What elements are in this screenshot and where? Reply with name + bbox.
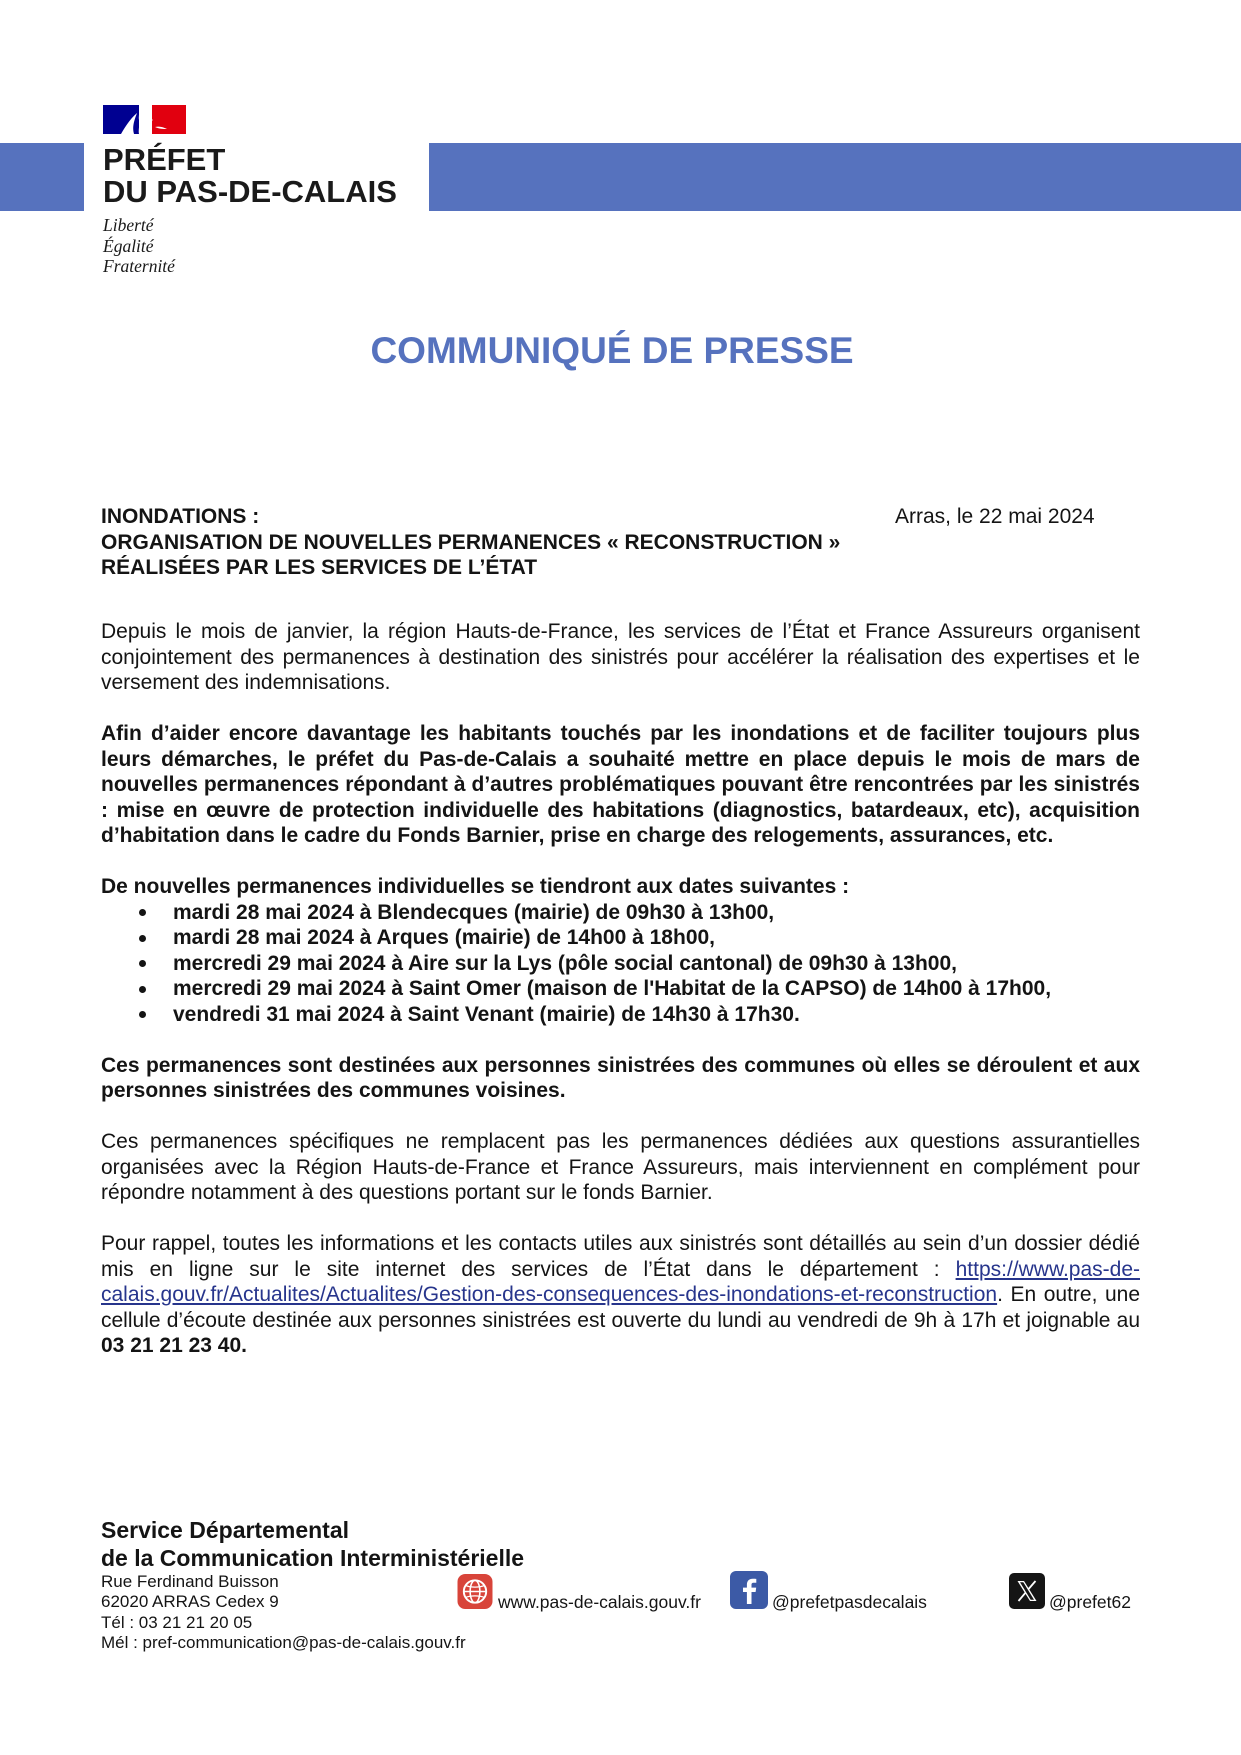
bullet-icon bbox=[139, 909, 146, 916]
republic-motto bbox=[103, 215, 175, 277]
schedule-item-text: mercredi 29 mai 2024 à Aire sur la Lys (pôle social cantonal) de 09h30 à 13h00, bbox=[173, 951, 957, 975]
schedule-item-text: mardi 28 mai 2024 à Blendecques (mairie) de 09h30 à 13h00, bbox=[173, 900, 775, 924]
schedule-item-text: mercredi 29 mai 2024 à Saint Omer (maison de l'Habitat de la CAPSO) de 14h00 à 17h00, bbox=[173, 977, 1052, 1000]
motto-liberte: Liberté bbox=[103, 215, 154, 235]
schedule-item bbox=[101, 1002, 1140, 1028]
schedule-item bbox=[101, 900, 1140, 926]
social-website-label: www.pas-de-calais.gouv.fr bbox=[498, 1592, 701, 1612]
address-city: 62020 ARRAS Cedex 9 bbox=[101, 1592, 279, 1612]
contact-text-after-link: . En outre, une cellule d’écoute destinée aux personnes sinistrées est ouverte du lundi au vendredi de 9h à 17h et joignable au bbox=[101, 1283, 1140, 1332]
schedule-item-text: mardi 28 mai 2024 à Arques (mairie) de 14h00 à 18h00, bbox=[173, 926, 716, 949]
press-release-body bbox=[101, 619, 1140, 1384]
bullet-icon bbox=[139, 935, 146, 942]
address-email: Mél : pref-communication@pas-de-calais.gouv.fr bbox=[101, 1632, 466, 1652]
x-icon bbox=[1009, 1573, 1045, 1609]
logo-line-department: DU PAS-DE-CALAIS bbox=[103, 173, 397, 209]
schedule-item bbox=[101, 951, 1140, 977]
complement-paragraph: Ces permanences spécifiques ne remplacent pas les permanences dédiées aux questions assurantielles organisées avec la Région Hauts-de-France et France Assureurs, mais interviennent en complément pour répondre notamment à des questions portant sur le fonds Barnier. bbox=[101, 1130, 1140, 1204]
intro-paragraph: Depuis le mois de janvier, la région Hauts-de-France, les services de l’État et France Assureurs organisent conjointement des permanences à destination des sinistrés pour accélérer la réalisation des expertises et le versement des indemnisations. bbox=[101, 620, 1140, 694]
title-line-1: INONDATIONS : bbox=[101, 505, 260, 528]
title-line-3: RÉALISÉES PAR LES SERVICES DE L’ÉTAT bbox=[101, 556, 538, 579]
bullet-icon bbox=[139, 1011, 146, 1018]
press-release-title bbox=[101, 504, 840, 581]
header-band-right bbox=[429, 143, 1241, 211]
motto-egalite: Égalité bbox=[103, 235, 154, 256]
globe-icon bbox=[457, 1574, 493, 1609]
contact-paragraph bbox=[101, 1231, 1140, 1359]
prefecture-logo bbox=[84, 98, 429, 276]
schedule-intro: De nouvelles permanences individuelles se tiendront aux dates suivantes : bbox=[101, 875, 850, 898]
press-release-date: Arras, le 22 mai 2024 bbox=[895, 505, 1095, 528]
bullet-icon bbox=[139, 986, 146, 993]
schedule-item bbox=[101, 976, 1140, 1002]
reconstruction-info-link[interactable]: https://www.pas-de-calais.gouv.fr/Actualites/Actualites/Gestion-des-consequences-des-inondations-et-reconstruction bbox=[101, 1257, 1140, 1306]
bullet-icon bbox=[139, 960, 146, 967]
service-line-1: Service Départemental bbox=[101, 1517, 350, 1543]
schedule-list bbox=[101, 900, 1140, 1028]
footer-service-name bbox=[101, 1516, 524, 1572]
logo-line-prefet: PRÉFET bbox=[103, 142, 226, 177]
schedule-item bbox=[101, 925, 1140, 951]
header-band-left bbox=[0, 143, 84, 211]
social-facebook-label: @prefetpasdecalais bbox=[772, 1592, 927, 1612]
page-title: COMMUNIQUÉ DE PRESSE bbox=[370, 330, 854, 371]
footer-address bbox=[101, 1572, 466, 1653]
social-x-label: @prefet62 bbox=[1049, 1592, 1131, 1612]
highlight-paragraph: Afin d’aider encore davantage les habitants touchés par les inondations et de faciliter toujours plus leurs démarches, le préfet du Pas-de-Calais a souhaité mettre en place depuis le mois de mars de nouvelles permanences répondant à d’autres problématiques pouvant être rencontrées par les sinistrés : mise en œuvre de protection individuelle des habitations (diagnostics, batardeaux, etc), acquisition d’habitation dans le cadre du Fonds Barnier, prise en charge des relogements, assurances, etc. bbox=[101, 722, 1140, 847]
contact-text-before-link: Pour rappel, toutes les informations et les contacts utiles aux sinistrés sont détaillés au sein d’un dossier dédié mis en ligne sur le site internet des services de l’État dans le département : bbox=[101, 1232, 1140, 1281]
title-line-2: ORGANISATION DE NOUVELLES PERMANENCES « RECONSTRUCTION » bbox=[101, 530, 841, 554]
logo-brand bbox=[103, 144, 397, 207]
marianne-flag-icon bbox=[103, 105, 186, 134]
service-line-2: de la Communication Interministérielle bbox=[101, 1545, 525, 1571]
audience-paragraph: Ces permanences sont destinées aux personnes sinistrées des communes où elles se déroulent et aux personnes sinistrées des communes voisines. bbox=[101, 1053, 1140, 1102]
helpline-phone: 03 21 21 23 40. bbox=[101, 1334, 247, 1357]
schedule-item-text: vendredi 31 mai 2024 à Saint Venant (mairie) de 14h30 à 17h30. bbox=[173, 1002, 800, 1026]
address-phone: Tél : 03 21 21 20 05 bbox=[101, 1612, 253, 1632]
facebook-icon bbox=[730, 1571, 768, 1609]
motto-fraternite: Fraternité bbox=[103, 256, 175, 276]
address-street: Rue Ferdinand Buisson bbox=[101, 1572, 279, 1591]
